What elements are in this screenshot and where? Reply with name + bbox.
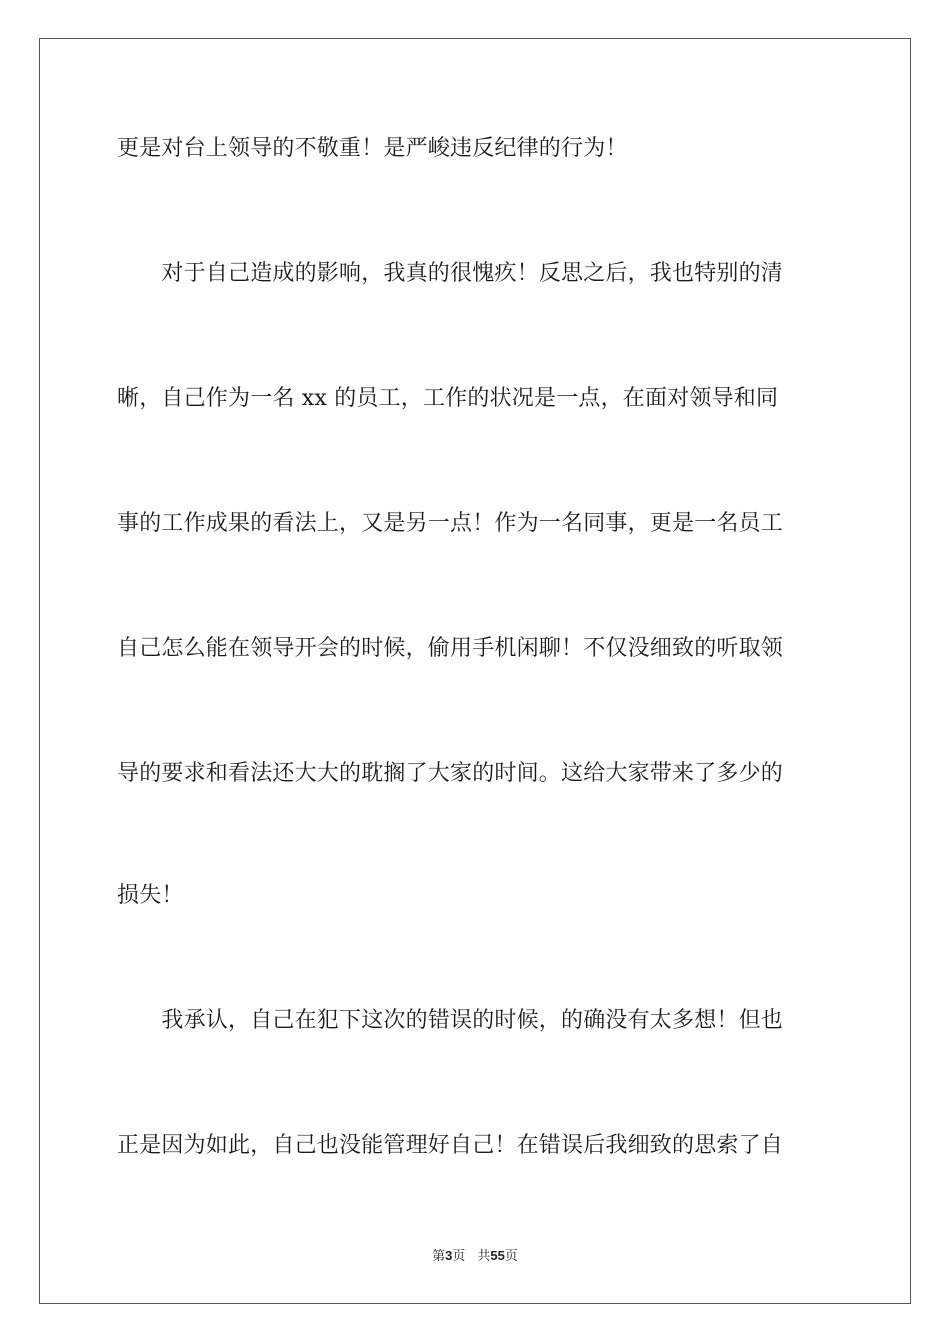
page-border	[39, 38, 911, 1304]
total-suffix: 页	[504, 1249, 518, 1264]
paragraph-line-1: 更是对台上领导的不敬重！是严峻违反纪律的行为！	[117, 136, 628, 161]
paragraph-line-2: 对于自己造成的影响，我真的很愧疚！反思之后，我也特别的清	[117, 261, 784, 286]
paragraph-line-4: 事的工作成果的看法上，又是另一点！作为一名同事，更是一名员工	[117, 511, 784, 536]
page-prefix: 第	[432, 1249, 446, 1264]
paragraph-line-8: 我承认，自己在犯下这次的错误的时候，的确没有太多想！但也	[117, 1008, 784, 1033]
paragraph-line-6: 导的要求和看法还大大的耽搁了大家的时间。这给大家带来了多少的	[117, 761, 784, 786]
paragraph-line-7: 损失！	[117, 883, 184, 908]
total-page-count: 55	[490, 1248, 505, 1263]
page-footer	[0, 1247, 950, 1266]
paragraph-line-5: 自己怎么能在领导开会的时候，偷用手机闲聊！不仅没细致的听取领	[117, 636, 784, 661]
paragraph-line-3: 晰，自己作为一名 xx 的员工，工作的状况是一点，在面对领导和同	[117, 386, 779, 411]
page-suffix: 页	[452, 1249, 466, 1264]
current-page-number: 3	[445, 1248, 453, 1263]
paragraph-line-9: 正是因为如此，自己也没能管理好自己！在错误后我细致的思索了自	[117, 1133, 784, 1158]
total-prefix: 共	[477, 1249, 491, 1264]
